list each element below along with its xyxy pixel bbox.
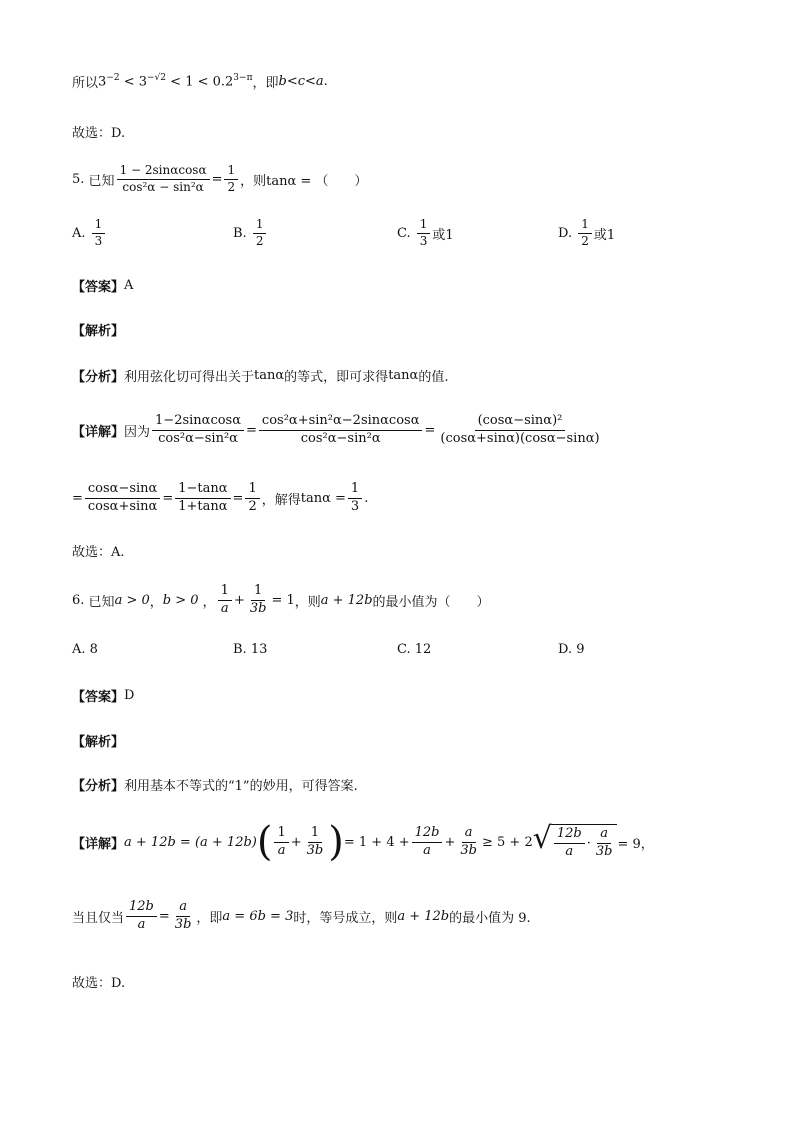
text: 已知 — [88, 173, 115, 189]
frac-den: 3b — [249, 600, 267, 616]
frac-den: 2 — [581, 233, 589, 248]
frac-num: 1 — [578, 218, 592, 234]
text: ，则 — [240, 173, 267, 189]
q6-analysis-heading — [72, 731, 124, 750]
fraction — [175, 482, 230, 515]
frac-num: 1 — [92, 218, 106, 234]
q6-choice — [72, 972, 125, 991]
equals: = — [211, 171, 223, 187]
frac-num: 1 — [417, 218, 431, 234]
text: 因为 — [124, 424, 151, 440]
option-value: 13 — [250, 642, 268, 657]
text: ，即 — [196, 910, 223, 926]
option-tail: 或1 — [593, 227, 616, 243]
q5-option-d — [558, 218, 615, 249]
equals: = 1 — [271, 592, 295, 608]
frac-den: a — [220, 600, 229, 616]
answer-tag: 【答案】 — [72, 280, 125, 295]
text: 的等式，即可求得 — [284, 370, 389, 385]
q5-rhs — [224, 164, 238, 195]
frac-den: cosα+sinα — [87, 498, 158, 514]
option-label: C. — [397, 642, 411, 657]
q5-analysis-heading — [72, 320, 124, 339]
frac-den: 2 — [255, 233, 264, 248]
choice-text: 故选：A. — [72, 545, 125, 560]
frac-num: cos²α+sin²α−2sinαcosα — [259, 414, 423, 431]
frac-den: 2 — [227, 179, 236, 194]
text: 当且仅当 — [72, 910, 125, 926]
frac-den: 1+tanα — [178, 498, 228, 514]
math: a + 12b = (a + 12b) — [124, 834, 257, 850]
inequality-chain: $3^{-2} < 3^{-√2} < 1 < 0.2^{3-\pi}$ — [98, 73, 253, 90]
analysis-tag: 【解析】 — [72, 735, 125, 750]
detail-tag: 【详解】 — [72, 424, 125, 440]
text: . — [323, 74, 328, 89]
math: = 1 + 4 + — [343, 834, 410, 850]
frac-num: 1 — [253, 218, 267, 234]
choice-text: 故选：D. — [72, 126, 126, 141]
frac-num: 1 — [245, 482, 259, 499]
option-label: D. — [558, 225, 573, 241]
text: ，则 — [294, 594, 321, 610]
option-value: 8 — [89, 642, 98, 657]
frac-den: cos²α − sin²α — [122, 179, 204, 194]
text: 时，等号成立，则 — [293, 910, 398, 926]
math: tanα = — [300, 490, 346, 506]
question-6: 6. 已知 a > 0 ， b > 0 ， $\frac{1}{a}$ + $\frac{1}{3b}$ = 1 ，则 a + 12b 的最小值为（ ） — [72, 583, 490, 616]
text: 所以 — [72, 76, 99, 91]
conclusion-line — [72, 72, 328, 91]
option-label: D. — [558, 642, 573, 657]
text: ，即 — [252, 76, 279, 91]
option-tail: 或1 — [432, 227, 454, 243]
option-label: B. — [233, 225, 247, 241]
option-value: 9 — [576, 642, 585, 657]
q6-answer — [72, 686, 134, 705]
question-ask: 的最小值为（ ） — [372, 594, 490, 610]
q5-detail-1: 【详解】 因为 $\frac{1-2\sin\alpha\cos\alpha}{\text{cos²α−sin²α}}$ = $\frac{\text{cos²α+sin²α−2sinαcosα}}{\text{cos²α−sin²α}}$ = $\frac{\text{(cosα−sinα)²}}{(\cos\alpha+\sin\alpha)(\cos\alpha-\sin\alpha)}$ — [72, 414, 605, 447]
frac-num: 1 — [348, 482, 362, 499]
fraction — [437, 414, 602, 447]
detail-tag: 【详解】 — [72, 836, 125, 852]
frac-den: 2 — [248, 498, 257, 514]
math: a + 12b — [397, 908, 450, 924]
choice-line-1 — [72, 122, 125, 141]
q6-option-a — [72, 642, 98, 657]
q6-fenxi — [72, 775, 358, 794]
fraction — [152, 414, 244, 447]
text: ，解得 — [261, 492, 301, 508]
fraction — [259, 414, 423, 447]
text: ， — [149, 594, 163, 610]
q5-option-c — [397, 218, 454, 249]
fraction — [348, 482, 362, 515]
question-number: 5. — [72, 171, 85, 187]
frac-num: 1 − 2sinαcosα — [117, 164, 210, 180]
text: 利用基本不等式的“1”的妙用，可得答案. — [124, 779, 358, 794]
frac-den: (cosα+sinα)(cosα−sinα) — [440, 430, 600, 446]
q6-option-d — [558, 642, 585, 657]
frac-num: 1 — [218, 584, 232, 601]
frac-num: (cosα−sinα)² — [475, 414, 566, 431]
q6-condition: 当且仅当 $\frac{12b}{a}$ = $\frac{a}{3b}$ ，即 a = 6b = 3 时，等号成立，则 a + 12b 的最小值为 9. — [72, 899, 531, 932]
fenxi-tag: 【分析】 — [72, 779, 125, 794]
frac-den: 3 — [350, 498, 360, 514]
q6-detail: 【详解】 a + 12b = (a + 12b) ( $\frac{1}{a}$ + $\frac{1}{3b}$ ) = 1 + 4 + $\frac{12b}{a}$ + $\frac{a}{3b}$ ≥ 5 + 2 √ $\frac{12b}{a}$ · $\frac{a}{3b}$ = 9， — [72, 819, 654, 865]
question-ask: tanα = （ ） — [266, 173, 368, 189]
answer-value: D — [124, 688, 135, 703]
option-label: A. — [72, 642, 86, 657]
frac-num: 1−tanα — [175, 482, 230, 499]
answer-tag: 【答案】 — [72, 690, 125, 705]
q5-fraction — [117, 164, 210, 195]
frac-num: cosα−sinα — [85, 482, 160, 499]
math: tanα — [254, 368, 285, 383]
frac-num: 1 — [251, 584, 265, 601]
frac-num: 1−2sinαcosα — [152, 414, 244, 431]
frac-den: cos²α−sin²α — [300, 430, 381, 446]
q5-answer — [72, 276, 133, 295]
fraction — [245, 482, 259, 515]
math: a + 12b — [320, 592, 373, 608]
q5-option-b — [233, 218, 268, 249]
math: tanα — [388, 368, 419, 383]
fenxi-tag: 【分析】 — [72, 370, 125, 385]
frac-den: cos²α−sin²α — [158, 430, 238, 446]
choice-text: 故选：D. — [72, 976, 126, 991]
q5-fenxi — [72, 366, 448, 385]
option-label: A. — [72, 225, 86, 241]
text: 的值. — [418, 370, 449, 385]
option-label: C. — [397, 225, 411, 241]
question-5 — [72, 164, 367, 195]
sqrt: √ $\frac{12b}{a}$ · $\frac{a}{3b}$ — [533, 824, 618, 860]
math: = 9， — [617, 836, 654, 852]
analysis-tag: 【解析】 — [72, 324, 125, 339]
text: 的最小值为 9. — [449, 910, 531, 926]
frac-num: 1 — [224, 164, 238, 180]
plus: + — [233, 592, 245, 608]
condition: b > 0 — [162, 592, 199, 608]
option-label: B. — [233, 642, 247, 657]
condition: a > 0 — [114, 592, 150, 608]
math: ≥ 5 + 2 — [481, 834, 533, 850]
frac-den: 3 — [94, 233, 103, 248]
text: 利用弦化切可得出关于 — [124, 370, 255, 385]
q5-option-a — [72, 218, 107, 249]
answer-value: A — [124, 278, 134, 293]
option-value: 12 — [414, 642, 432, 657]
fraction — [85, 482, 160, 515]
q5-choice — [72, 541, 125, 560]
question-number: 6. — [72, 592, 85, 608]
fraction — [247, 584, 270, 617]
q5-detail-2: = $\frac{\cos\alpha-\sin\alpha}{\cos\alpha+\sin\alpha}$ = $\frac{1-\tan\alpha}{1+\tan\alpha}$ = $\frac{1}{2}$ ，解得 tanα = $\frac{1}{3}$ . — [72, 481, 369, 514]
text: 已知 — [88, 594, 115, 610]
q6-option-b — [233, 642, 267, 657]
q6-option-c — [397, 642, 431, 657]
order-result: b<c<a — [278, 74, 324, 89]
math: a = 6b = 3 — [222, 908, 294, 924]
fraction — [218, 584, 232, 617]
frac-den: 3 — [419, 233, 428, 248]
